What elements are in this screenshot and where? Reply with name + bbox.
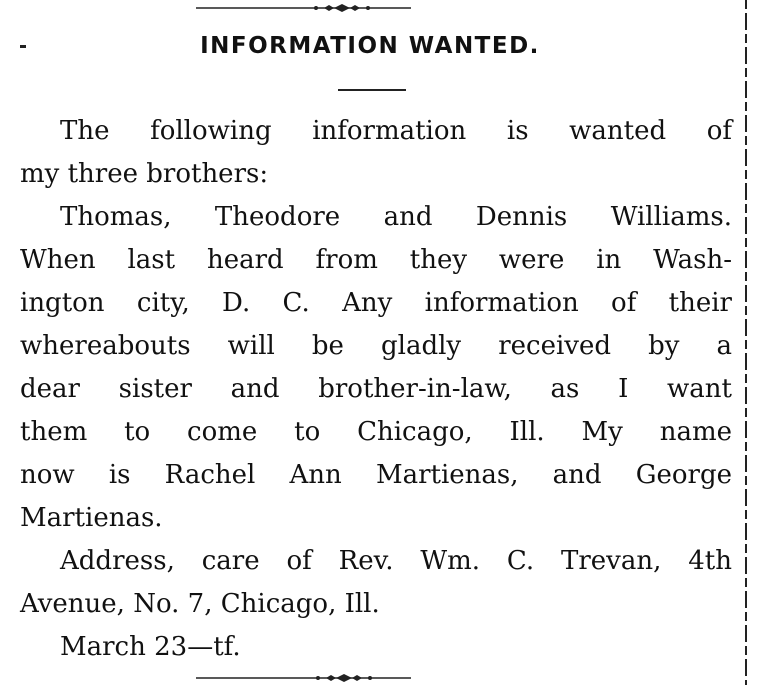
bottom-ornamental-rule (196, 673, 411, 683)
text-line-1: The following information is wanted of (60, 116, 732, 146)
text-line-10: Martienas. (20, 503, 163, 533)
text-line-12: Avenue, No. 7, Chicago, Ill. (20, 589, 380, 619)
text-line-9: now is Rachel Ann Martienas, and George (20, 460, 732, 490)
text-line-11: Address, care of Rev. Wm. C. Trevan, 4th (60, 546, 732, 576)
headline: INFORMATION WANTED. (200, 33, 540, 59)
text-line-7: dear sister and brother-in-law, as I want (20, 374, 732, 404)
text-line-8: them to come to Chicago, Ill. My name (20, 417, 732, 447)
text-line-4: When last heard from they were in Wash- (20, 245, 732, 275)
text-line-13: March 23—tf. (60, 632, 241, 662)
text-line-5: ington city, D. C. Any information of their (20, 288, 732, 318)
text-line-6: whereabouts will be gladly received by a (20, 331, 732, 361)
top-ornamental-rule (196, 3, 411, 13)
headline-rule (338, 89, 406, 91)
column-border (745, 0, 747, 685)
text-line-2: my three brothers: (20, 159, 269, 189)
text-line-3: Thomas, Theodore and Dennis Williams. (60, 202, 732, 232)
